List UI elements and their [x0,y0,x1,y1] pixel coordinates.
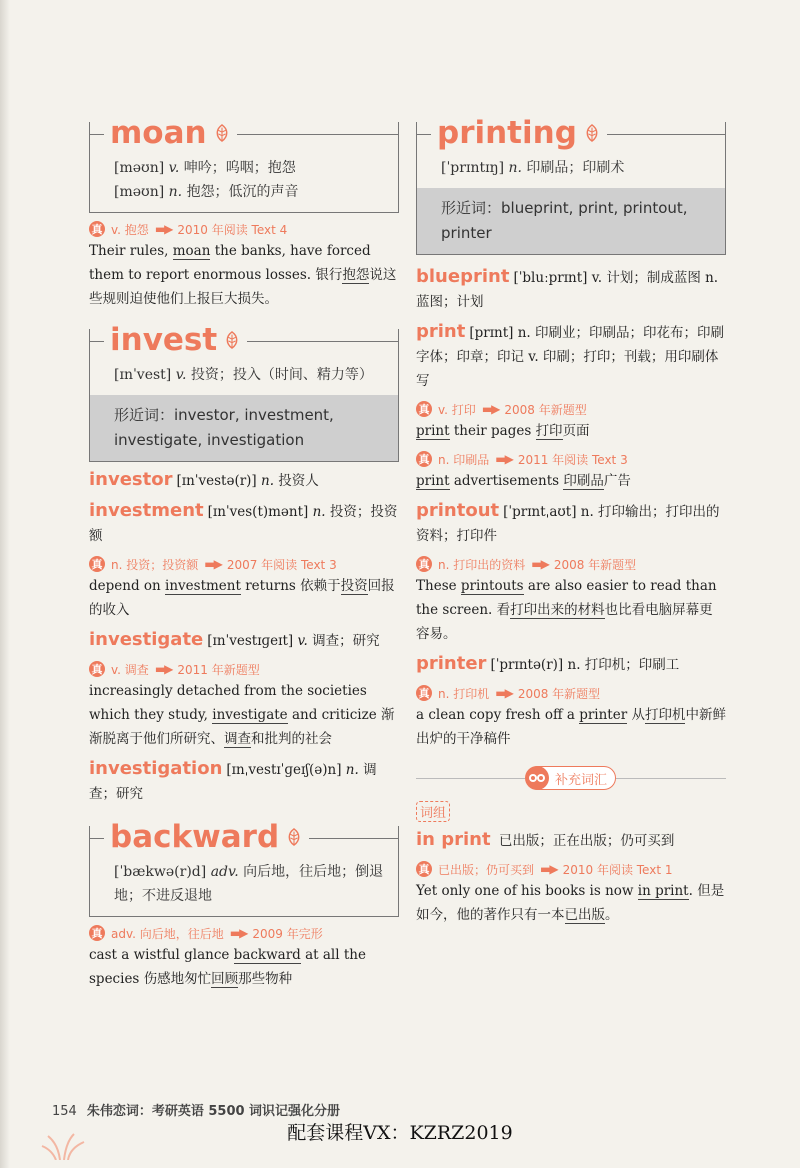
example-sentence: These printouts are also easier to read than the screen. 看打印出来的材料也比看电脑屏幕更容易。 [416,578,717,642]
zhen-badge-icon: 真 [416,451,432,467]
headword: invest [104,323,247,357]
exam-tag: 真 n. 打印出的资料 ▬▶ 2008 年新题型 [416,554,726,574]
arrow-icon: ▬▶ [531,557,548,571]
phrase-in-print: in print 已出版；正在出版；仍可买到 [416,829,675,850]
example-sentence: cast a wistful glance backward at all the species 伤感地匆忙回顾那些物种 [89,947,366,987]
headword-box [416,115,726,255]
definition: [məʊn] v. 呻吟；呜咽；抱怨 [114,160,296,176]
example-sentence: print advertisements 印刷品广告 [416,473,631,489]
page-number: 154 [52,1104,77,1119]
subword-investment: investment [ɪnˈves(t)mənt] n. 投资；投资额 [89,500,398,544]
entry-printing [416,115,726,255]
entry-backward [89,819,399,991]
headword-box [89,322,399,462]
entry-moan [89,115,399,311]
example-sentence: Yet only one of his books is now in print. 但是如今，他的著作只有一本已出版。 [416,883,725,923]
exam-tag: 真 v. 调查 ▬▶ 2011 年新题型 [89,659,399,679]
page-edge [0,0,10,1168]
arrow-icon: ▬▶ [495,452,512,466]
exam-tag: 真 n. 印刷品 ▬▶ 2011 年阅读 Text 3 [416,449,726,469]
definition: [məʊn] n. 抱怨；低沉的声音 [114,184,299,200]
left-column [89,115,399,1001]
arrow-icon: ▬▶ [154,662,172,676]
definition: [ˈprɪntɪŋ] n. 印刷品；印刷术 [441,160,625,176]
supplement-header [416,765,726,791]
arrow-icon: ▬▶ [481,402,499,416]
leaf-icon [223,331,241,349]
watermark: 配套课程VX：KZRZ2019 [287,1122,513,1144]
synonym-bar: 形近词：blueprint, print, printout, printer [417,188,725,254]
subword-printer: printer [ˈprɪntə(r)] n. 打印机；印刷工 [416,653,680,674]
exam-tag: 真 n. 投资；投资额 ▬▶ 2007 年阅读 Text 3 [89,554,399,574]
subword-printout: printout [ˈprɪntˌaʊt] n. 打印输出；打印出的资料；打印件 [416,500,720,544]
headword-box [89,819,399,917]
definition: [ˈbækwə(r)d] adv. 向后地，往后地；倒退地；不进反退地 [114,864,384,904]
arrow-icon: ▬▶ [204,557,221,571]
headword: printing [431,116,607,150]
owl-icon [525,766,549,790]
supplement-title: 补充词汇 [555,772,608,788]
supplement-pill [526,766,616,790]
headword-box [89,115,399,213]
book-title: 朱伟恋词：考研英语 5500 词识记强化分册 [86,1104,341,1119]
subword-investor: investor [ɪnˈvestə(r)] n. 投资人 [89,469,319,490]
arrow-icon: ▬▶ [229,926,247,940]
example-sentence: depend on investment returns 依赖于投资回报的收入 [89,578,395,618]
arrow-icon: ▬▶ [154,222,172,236]
zhen-badge-icon: 真 [89,221,105,237]
definition: [ɪnˈvest] v. 投资；投入（时间、精力等） [114,367,373,383]
zhen-badge-icon: 真 [89,661,105,677]
zhen-badge-icon: 真 [416,861,432,877]
zhen-badge-icon: 真 [416,556,432,572]
exam-tag: 真 v. 抱怨 ▬▶ 2010 年阅读 Text 4 [89,219,399,239]
subword-print: print [prɪnt] n. 印刷业；印刷品；印花布；印刷字体；印章；印记 v. 印刷；打印；刊载；用印刷体写 [416,321,725,389]
zhen-badge-icon: 真 [416,685,432,701]
leaf-icon [213,124,231,142]
headword: moan [104,116,237,150]
example-sentence: a clean copy fresh off a printer 从打印机中新鲜出炉的干净稿件 [416,707,726,747]
example-sentence: Their rules, moan the banks, have forced them to report enormous losses. 银行抱怨说这些规则迫使他们上报巨大损失。 [89,243,397,307]
entry-invest [89,322,399,806]
leaf-icon [583,124,601,142]
exam-tag: 真 已出版；仍可买到 ▬▶ 2010 年阅读 Text 1 [416,859,726,879]
example-sentence: print their pages 打印页面 [416,423,590,439]
subword-investigation: investigation [ɪnˌvestɪˈɡeɪʃ(ə)n] n. 调查；研究 [89,758,377,802]
zhen-badge-icon: 真 [416,401,432,417]
grass-icon [40,1130,110,1160]
headword: backward [104,820,309,854]
exam-tag: 真 n. 打印机 ▬▶ 2008 年新题型 [416,683,726,703]
zhen-badge-icon: 真 [89,556,105,572]
phrase-badge: 词组 [416,801,450,822]
subword-blueprint: blueprint [ˈbluːprɪnt] v. 计划；制成蓝图 n. 蓝图；计划 [416,266,719,310]
synonym-bar: 形近词：investor, investment, investigate, investigation [90,395,398,461]
right-column [416,115,726,927]
arrow-icon: ▬▶ [495,686,512,700]
example-sentence: increasingly detached from the societies which they study, investigate and criticize 渐渐脱离于他们所研究、调查和批判的社会 [89,683,395,747]
arrow-icon: ▬▶ [540,862,557,876]
subword-investigate: investigate [ɪnˈvestɪɡeɪt] v. 调查；研究 [89,629,380,650]
page-footer [52,1100,340,1119]
leaf-icon [285,828,303,846]
exam-tag: 真 adv. 向后地，往后地 ▬▶ 2009 年完形 [89,923,399,943]
zhen-badge-icon: 真 [89,925,105,941]
exam-tag: 真 v. 打印 ▬▶ 2008 年新题型 [416,399,726,419]
